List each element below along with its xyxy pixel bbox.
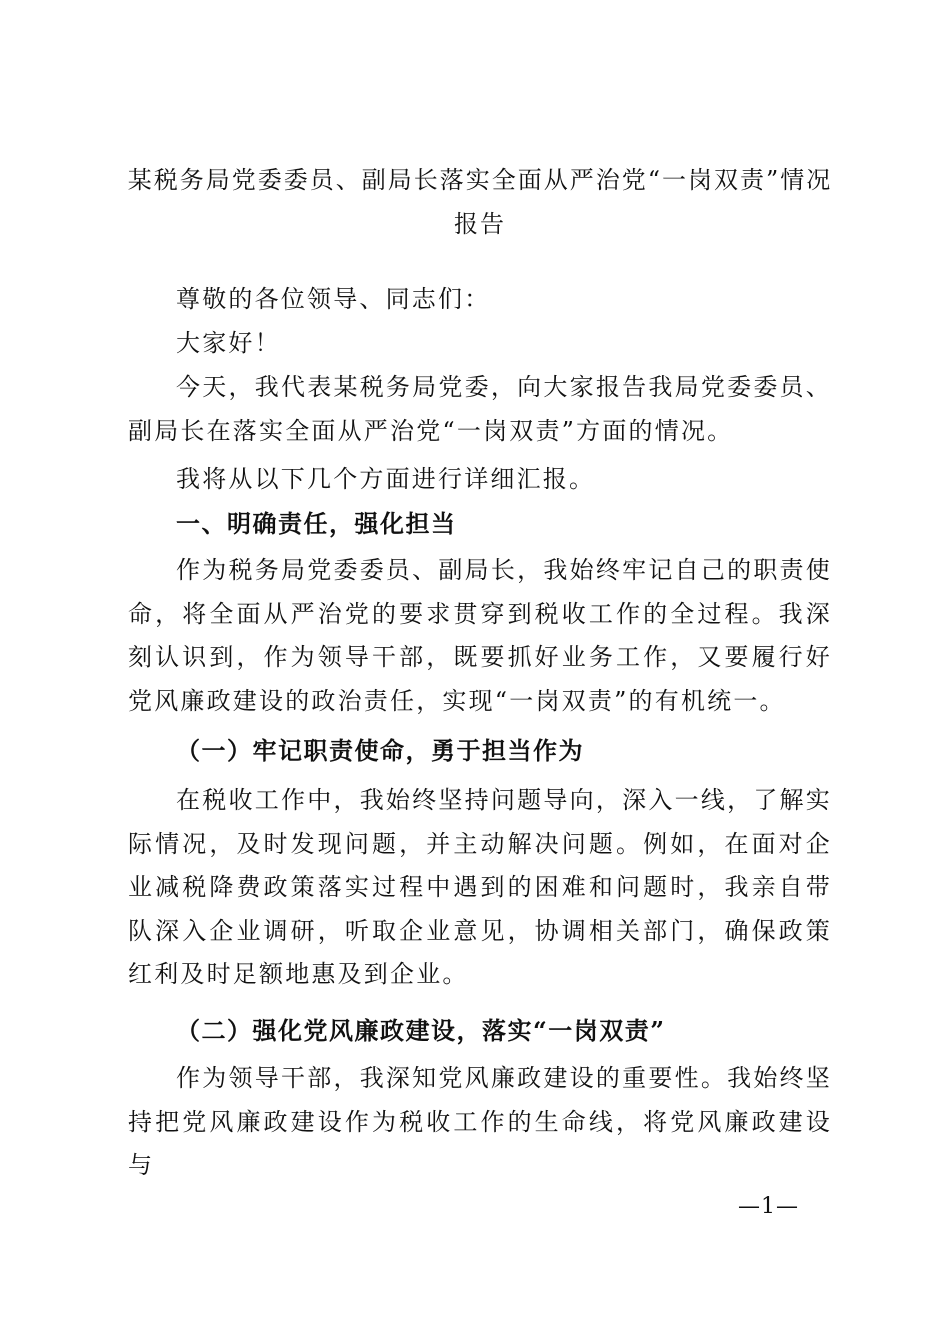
page-number: —1— [738, 1194, 799, 1219]
section-body: 作为税务局党委委员、副局长，我始终牢记自己的职责使命，将全面从严治党的要求贯穿到税收工作的全过程。我深刻认识到，作为领导干部，既要抓好业务工作，又要履行好党风廉政建设的政治责任，实现“一岗双责”的有机统一。 [128, 556, 832, 715]
salutation: 尊敬的各位领导、同志们： [176, 285, 491, 313]
document-title: 某税务局党委委员、副局长落实全面从严治党“一岗双责”情况报告 [127, 166, 833, 238]
greeting: 大家好！ [176, 329, 281, 357]
intro-paragraph: 今天，我代表某税务局党委，向大家报告我局党委委员、副局长在落实全面从严治党“一岗双责”方面的情况。 [128, 373, 832, 445]
subsection-heading: （一）牢记职责使命，勇于担当作为 [176, 736, 584, 765]
outline-paragraph: 我将从以下几个方面进行详细汇报。 [176, 465, 596, 493]
section-heading: 一、明确责任，强化担当 [176, 510, 457, 538]
subsection-heading: （二）强化党风廉政建设，落实“一岗双责” [176, 1016, 666, 1045]
subsection-body: 作为领导干部，我深知党风廉政建设的重要性。我始终坚持把党风廉政建设作为税收工作的生命线，将党风廉政建设与 [128, 1064, 832, 1179]
subsection-body: 在税收工作中，我始终坚持问题导向，深入一线，了解实际情况，及时发现问题，并主动解决问题。例如，在面对企业减税降费政策落实过程中遇到的困难和问题时，我亲自带队深入企业调研，听取企业意见，协调相关部门，确保政策红利及时足额地惠及到企业。 [128, 786, 832, 988]
